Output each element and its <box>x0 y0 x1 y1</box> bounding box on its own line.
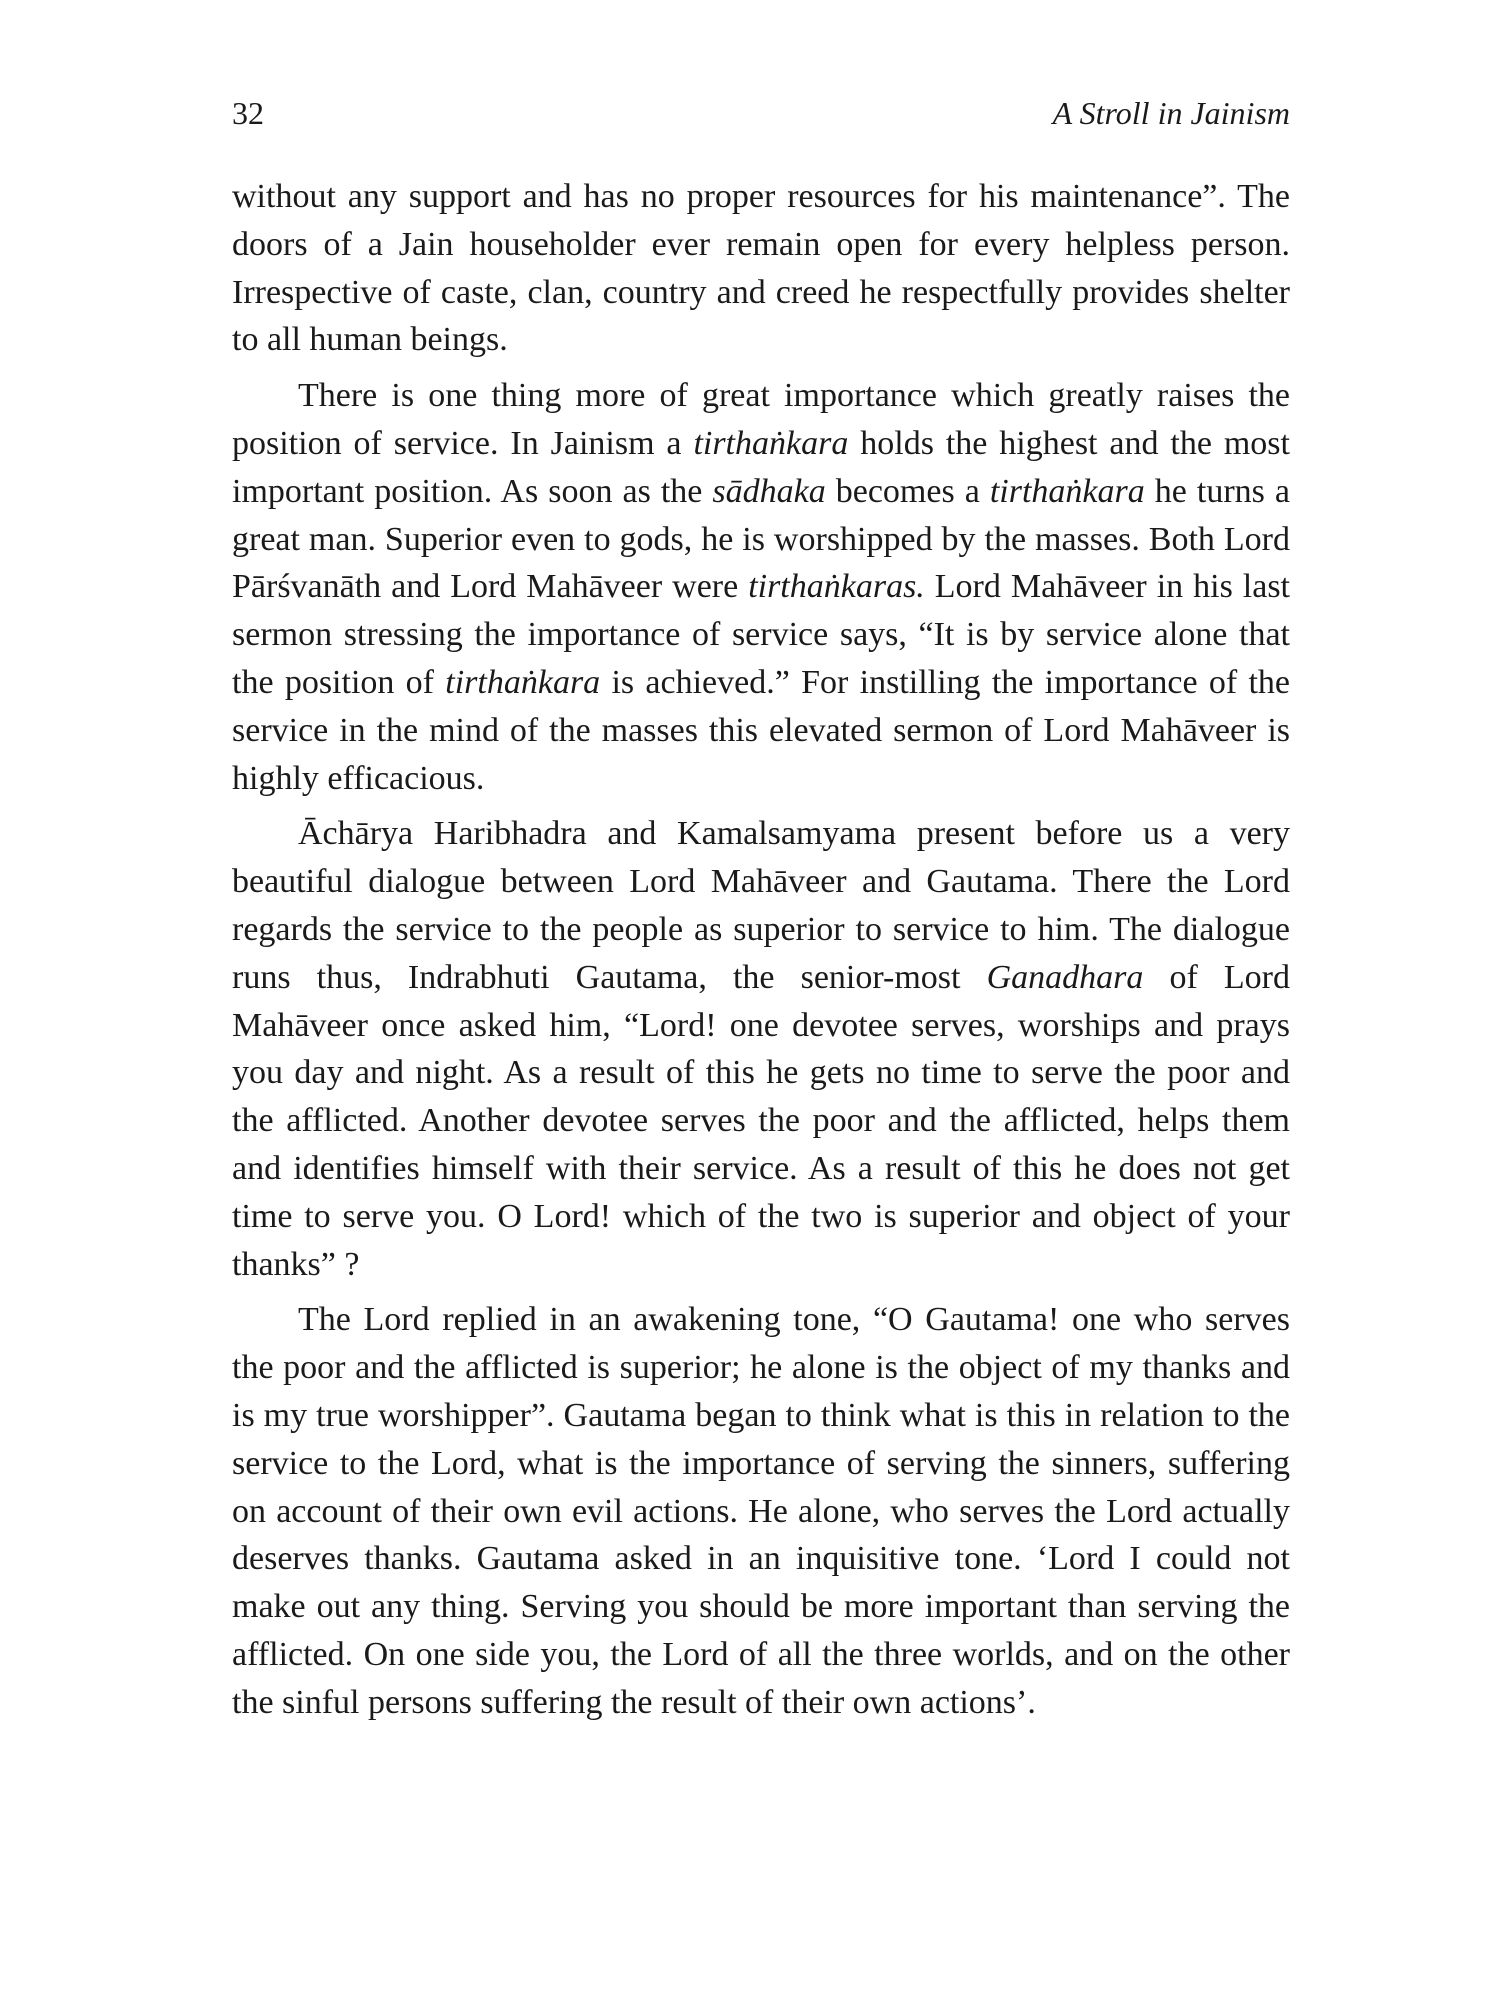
italic-term: tirthaṅkara <box>445 663 601 701</box>
paragraph-2-text: is achieved.” For instilling the importance of the service in the mind of the masses this elevated sermon of Lord Mahāveer is highly efficacious. <box>232 663 1290 797</box>
italic-term: tirthaṅkara <box>693 424 849 462</box>
paragraph-1 <box>232 173 1290 364</box>
italic-term: sādhaka <box>712 472 826 510</box>
paragraph-2-text: Lord Mahāveer in his last sermon stressing the importance of service says, “It is by service alone that the position of <box>232 568 1290 701</box>
italic-term: Ganadhara <box>986 958 1144 996</box>
paragraph-2-text: he turns a great man. Superior even to gods, he is worshipped by the masses. Both Lord Pārśvanāth and Lord Mahāveer were <box>232 472 1290 606</box>
page-number: 32 <box>232 95 264 131</box>
paragraph-2 <box>232 372 1290 802</box>
paragraph-2-text: holds the highest and the most important position. As soon as the <box>232 424 1290 510</box>
body-text <box>232 173 1290 1735</box>
paragraph-2-text: becomes a <box>825 472 990 510</box>
paragraph-4 <box>232 1296 1290 1726</box>
italic-term: tirthaṅkara <box>989 472 1145 510</box>
paragraph-2-text: There is one thing more of great importance which greatly raises the position of service. In Jainism a <box>232 377 1290 462</box>
paragraph-1-text: without any support and has no proper resources for his maintenance”. The doors of a Jain householder ever remain open for every helpless person. Irrespective of caste, clan, country and creed he respectfully provides shelter to all human beings. <box>232 178 1290 359</box>
paragraph-4-text: The Lord replied in an awakening tone, “O Gautama! one who serves the poor and the afflicted is superior; he alone is the object of my thanks and is my true worshipper”. Gautama began to think what is this in relation to the service to the Lord, what is the importance of serving the sinners, suffering on account of their own evil actions. He alone, who serves the Lord actually deserves thanks. Gautama asked in an inquisitive tone. ‘Lord I could not make out any thing. Serving you should be more important than serving the afflicted. On one side you, the Lord of all the three worlds, and on the other the sinful persons suffering the result of their own actions’. <box>232 1301 1290 1721</box>
page-header <box>232 88 1290 138</box>
paragraph-3-text: Āchārya Haribhadra and Kamalsamyama present before us a very beautiful dialogue between Lord Mahāveer and Gautama. There the Lord regards the service to the people as superior to service to him. The dialogue runs thus, Indrabhuti Gautama, the senior-most <box>232 815 1290 996</box>
paragraph-3-text: of Lord Mahāveer once asked him, “Lord! one devotee serves, worships and prays you day and night. As a result of this he gets no time to serve the poor and the afflicted. Another devotee serves the poor and the afflicted, helps them and identifies himself with their service. As a result of this he does not get time to serve you. O Lord! which of the two is superior and object of your thanks” ? <box>232 958 1290 1283</box>
running-title: A Stroll in Jainism <box>1052 95 1290 131</box>
italic-term: tirthaṅkaras. <box>748 568 925 606</box>
paragraph-3 <box>232 810 1290 1288</box>
